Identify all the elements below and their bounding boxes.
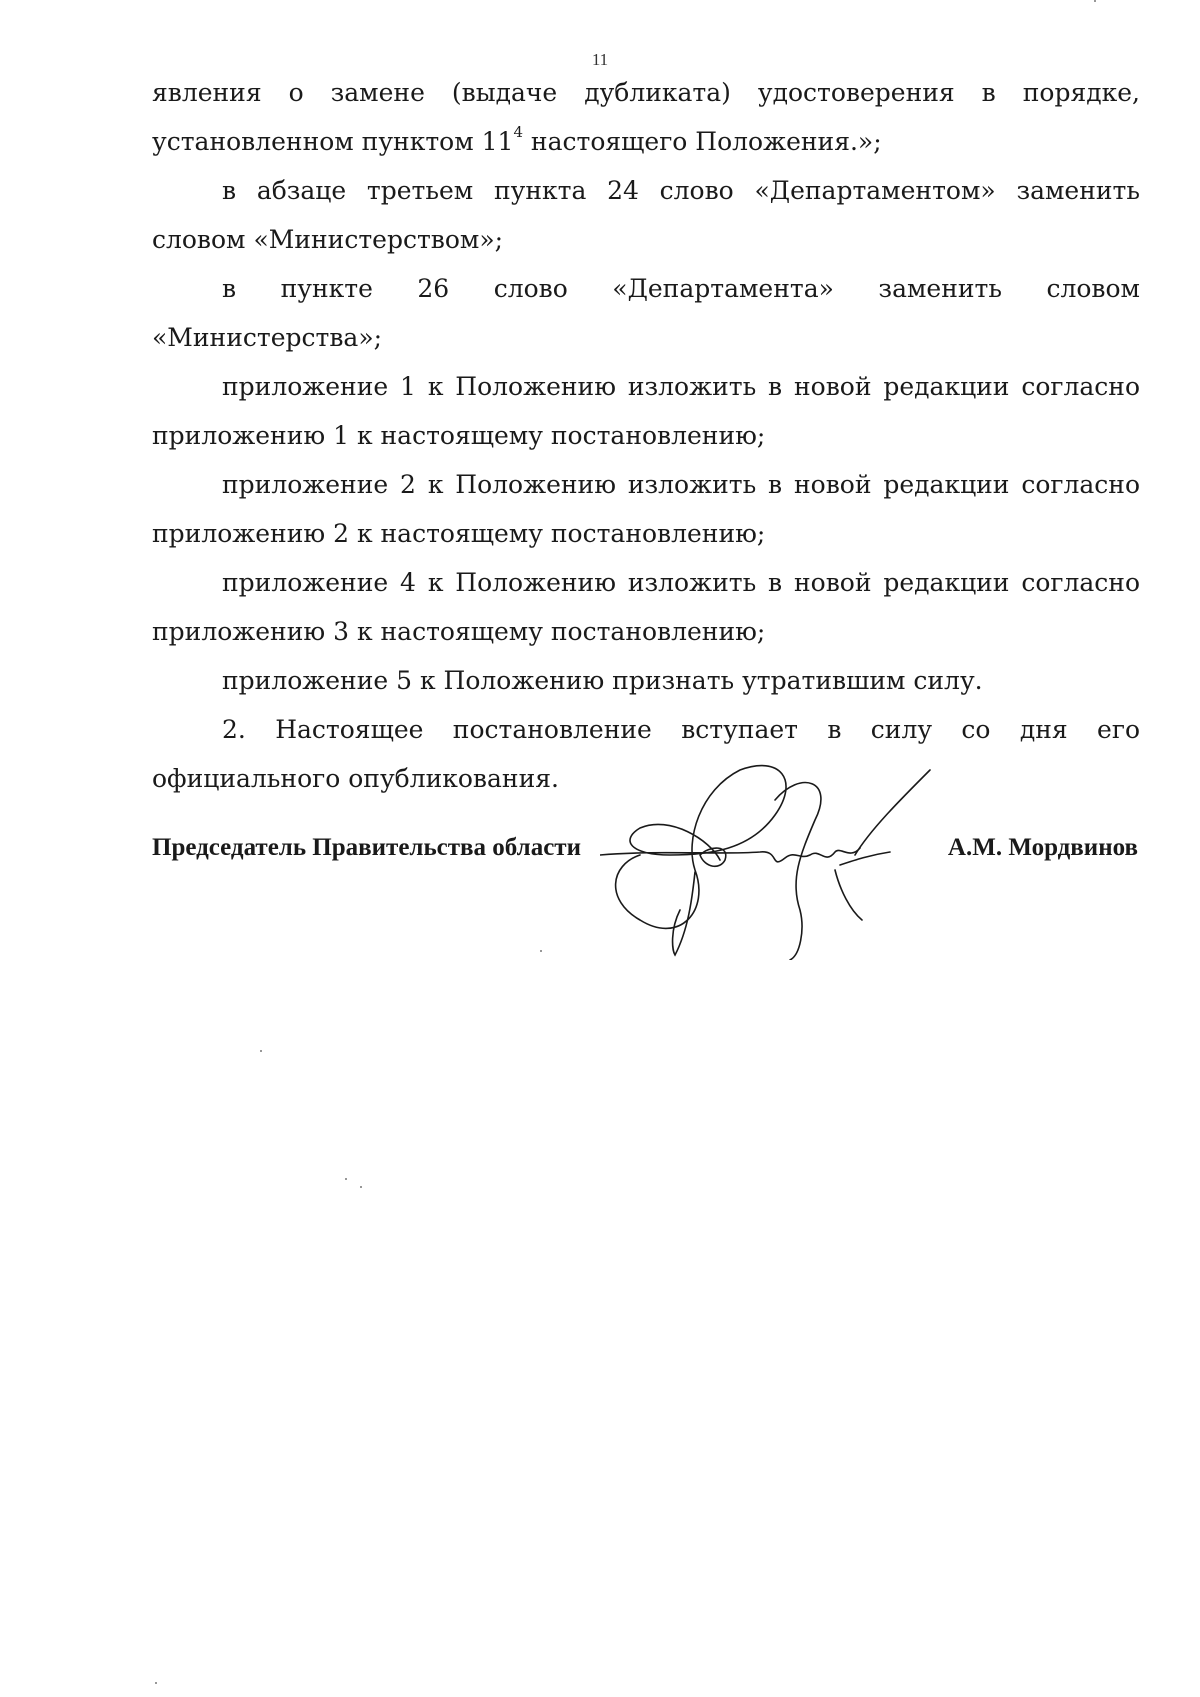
paragraph-text: настоящего Положения.»; bbox=[522, 127, 882, 156]
scan-speck bbox=[260, 1050, 262, 1052]
scan-speck bbox=[1094, 0, 1096, 2]
paragraph-continuation bbox=[152, 68, 1140, 166]
paragraph-item: приложение 4 к Положению изложить в новой редакции согласно приложению 3 к настоящему постановлению; bbox=[152, 568, 1140, 646]
page-number: 11 bbox=[591, 50, 609, 69]
paragraph-item: в пункте 26 слово «Департамента» заменить словом «Министерства»; bbox=[152, 274, 1140, 352]
paragraph-item: приложение 5 к Положению признать утратившим силу. bbox=[222, 666, 983, 695]
document-body bbox=[152, 68, 1140, 803]
scan-speck bbox=[540, 950, 542, 952]
paragraph-item: приложение 2 к Положению изложить в новой редакции согласно приложению 2 к настоящему постановлению; bbox=[152, 470, 1140, 548]
scan-speck bbox=[155, 1682, 157, 1684]
scan-speck bbox=[360, 1186, 362, 1188]
signer-position-title: Председатель Правительства области bbox=[152, 834, 581, 861]
paragraph-item: приложение 1 к Положению изложить в новой редакции согласно приложению 1 к настоящему постановлению; bbox=[152, 372, 1140, 450]
scan-speck bbox=[345, 1178, 347, 1180]
paragraph-text: явления о замене (выдаче дубликата) удостоверения в порядке, установленном пунктом 11 bbox=[152, 78, 1140, 156]
superscript: 4 bbox=[513, 122, 523, 141]
paragraph-effective-date: 2. Настоящее постановление вступает в силу со дня его официального опубликования. bbox=[152, 715, 1140, 793]
paragraph-item: в абзаце третьем пункта 24 слово «Департаментом» заменить словом «Министерством»; bbox=[152, 176, 1140, 254]
handwritten-signature bbox=[600, 760, 960, 960]
signer-name: А.М. Мордвинов bbox=[947, 834, 1138, 861]
